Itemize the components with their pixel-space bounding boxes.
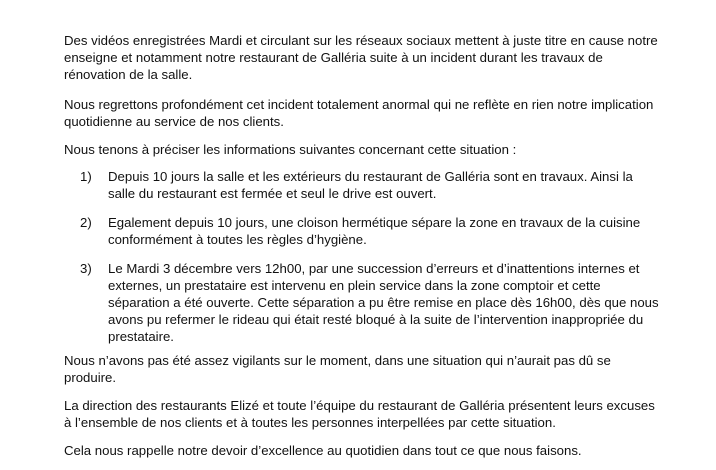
apology-paragraph: La direction des restaurants Elizé et toute l’équipe du restaurant de Galléria présentent leurs excuses à l’ensemble de nos clients et à toutes les personnes interpellées par cette situation. [64, 398, 655, 430]
list-number: 3) [80, 261, 92, 276]
list-text: Egalement depuis 10 jours, une cloison hermétique sépare la zone en travaux de la cuisine conformément à toutes les règles d’hygiène. [108, 215, 641, 247]
list-text: Depuis 10 jours la salle et les extérieurs du restaurant de Galléria sont en travaux. Ainsi la salle du restaurant est fermée et seul le drive est ouvert. [108, 169, 633, 201]
list-number: 1) [80, 169, 92, 184]
list-number: 2) [80, 215, 92, 230]
intro-paragraph: Des vidéos enregistrées Mardi et circulant sur les réseaux sociaux mettent à juste titre en cause notre enseigne et notamment notre restaurant de Galléria suite à un incident durant les travaux de rénovation de la salle. [64, 33, 658, 82]
clarification-intro-paragraph: Nous tenons à préciser les informations suivantes concernant cette situation : [64, 142, 517, 157]
regret-paragraph: Nous regrettons profondément cet incident totalement anormal qui ne reflète en rien notre implication quotidienne au service de nos clients. [64, 97, 654, 129]
list-text: Le Mardi 3 décembre vers 12h00, par une succession d’erreurs et d’inattentions internes et externes, un prestataire est intervenu en plein service dans la zone comptoir et cette séparation a été ouverte. Cette séparation a pu être remise en place dès 16h00, dès que nous avons pu refermer le rideau qui était resté bloqué à la suite de l’intervention inappropriée du prestataire. [108, 261, 659, 344]
excellence-paragraph: Cela nous rappelle notre devoir d’excellence au quotidien dans tout ce que nous faisons. [64, 443, 582, 458]
vigilance-paragraph: Nous n’avons pas été assez vigilants sur le moment, dans une situation qui n’aurait pas dû se produire. [64, 353, 611, 385]
